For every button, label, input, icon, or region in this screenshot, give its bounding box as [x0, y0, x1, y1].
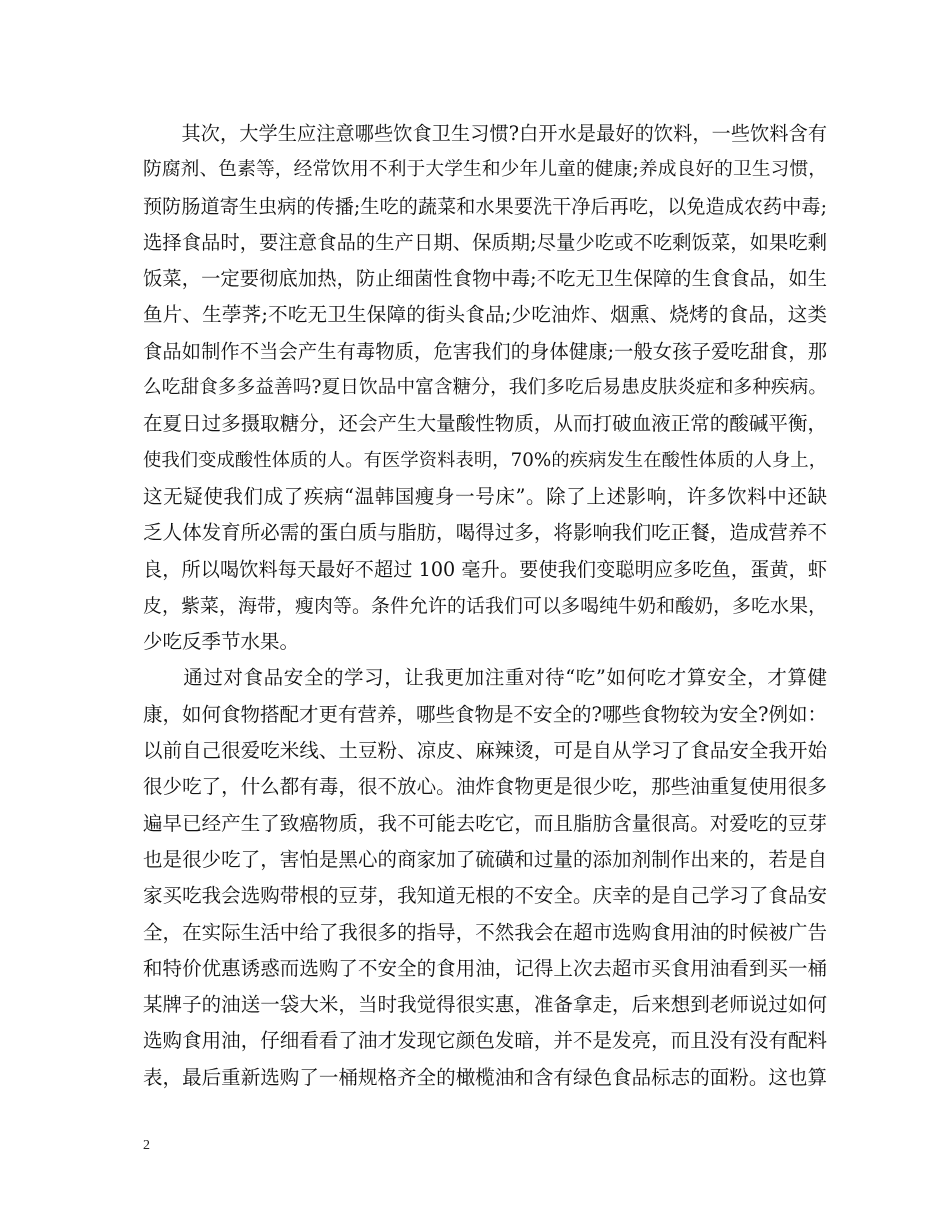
- text-line: 某牌子的油送一袋大米，当时我觉得很实惠，准备拿走，后来想到老师说过如何: [143, 993, 827, 1017]
- text-line: 少吃反季节水果。: [143, 630, 300, 654]
- text-line: 全，在实际生活中给了我很多的指导，不然我会在超市选购食用油的时候被广告: [143, 920, 827, 944]
- text-line: 以前自己很爱吃米线、土豆粉、凉皮、麻辣烫，可是自从学习了食品安全我开始: [143, 739, 827, 763]
- text-line: 和特价优惠诱惑而选购了不安全的食用油，记得上次去超市买食用油看到买一桶: [143, 956, 827, 980]
- text-line: 皮，紫菜，海带，瘦肉等。条件允许的话我们可以多喝纯牛奶和酸奶，多吃水果，: [143, 594, 827, 617]
- text-line: 良，所以喝饮料每天最好不超过 100 毫升。要使我们变聪明应多吃鱼，蛋黄，虾: [143, 557, 827, 581]
- paragraph-1: [143, 116, 827, 660]
- text-line: 很少吃了，什么都有毒，很不放心。油炸食物更是很少吃，那些油重复使用很多: [143, 775, 827, 799]
- page-number: 2: [143, 1138, 150, 1153]
- text-line: 表，最后重新选购了一桶规格齐全的橄榄油和含有绿色食品标志的面粉。这也算: [143, 1065, 827, 1089]
- text-line: 选择食品时，要注意食品的生产日期、保质期;尽量少吃或不吃剩饭菜，如果吃剩: [143, 230, 827, 254]
- text-line: 饭菜，一定要彻底加热，防止细菌性食物中毒;不吃无卫生保障的生食食品，如生: [143, 267, 827, 291]
- paragraph-2: [143, 660, 827, 1096]
- text-line: 遍早已经产生了致癌物质，我不可能去吃它，而且脂肪含量很高。对爱吃的豆芽: [143, 811, 827, 835]
- text-line: 家买吃我会选购带根的豆芽，我知道无根的不安全。庆幸的是自己学习了食品安: [143, 884, 827, 908]
- text-line: 选购食用油，仔细看看了油才发现它颜色发暗，并不是发亮，而且没有没有配料: [143, 1029, 827, 1053]
- text-line: 乏人体发育所必需的蛋白质与脂肪，喝得过多，将影响我们吃正餐，造成营养不: [143, 521, 827, 545]
- text-line: 在夏日过多摄取糖分，还会产生大量酸性物质，从而打破血液正常的酸碱平衡，: [143, 412, 827, 436]
- text-line: 预防肠道寄生虫病的传播;生吃的蔬菜和水果要洗干净后再吃，以免造成农药中毒;: [143, 195, 827, 218]
- text-line: 鱼片、生荸荠;不吃无卫生保障的街头食品;少吃油炸、烟熏、烧烤的食品，这类: [143, 303, 827, 327]
- text-line: 食品如制作不当会产生有毒物质，危害我们的身体健康;一般女孩子爱吃甜食，那: [143, 339, 827, 363]
- text-line: 也是很少吃了，害怕是黑心的商家加了硫磺和过量的添加剂制作出来的，若是自: [143, 847, 827, 871]
- text-line: 其次，大学生应注意哪些饮食卫生习惯?白开水是最好的饮料，一些饮料含有: [143, 122, 827, 145]
- page-body: [143, 116, 827, 1096]
- text-line: 这无疑使我们成了疾病“温韩国瘦身一号床”。除了上述影响，许多饮料中还缺: [143, 484, 827, 508]
- text-line: 康，如何食物搭配才更有营养，哪些食物是不安全的?哪些食物较为安全?例如：: [143, 702, 827, 726]
- text-line: 防腐剂、色素等，经常饮用不利于大学生和少年儿童的健康;养成良好的卫生习惯，: [143, 159, 827, 181]
- text-line: 通过对食品安全的学习，让我更加注重对待“吃”如何吃才算安全，才算健: [143, 666, 827, 690]
- text-line: 么吃甜食多多益善吗?夏日饮品中富含糖分，我们多吃后易患皮肤炎症和多种疾病。: [143, 377, 827, 399]
- text-line: 使我们变成酸性体质的人。有医学资料表明，70%的疾病发生在酸性体质的人身上，: [143, 449, 827, 471]
